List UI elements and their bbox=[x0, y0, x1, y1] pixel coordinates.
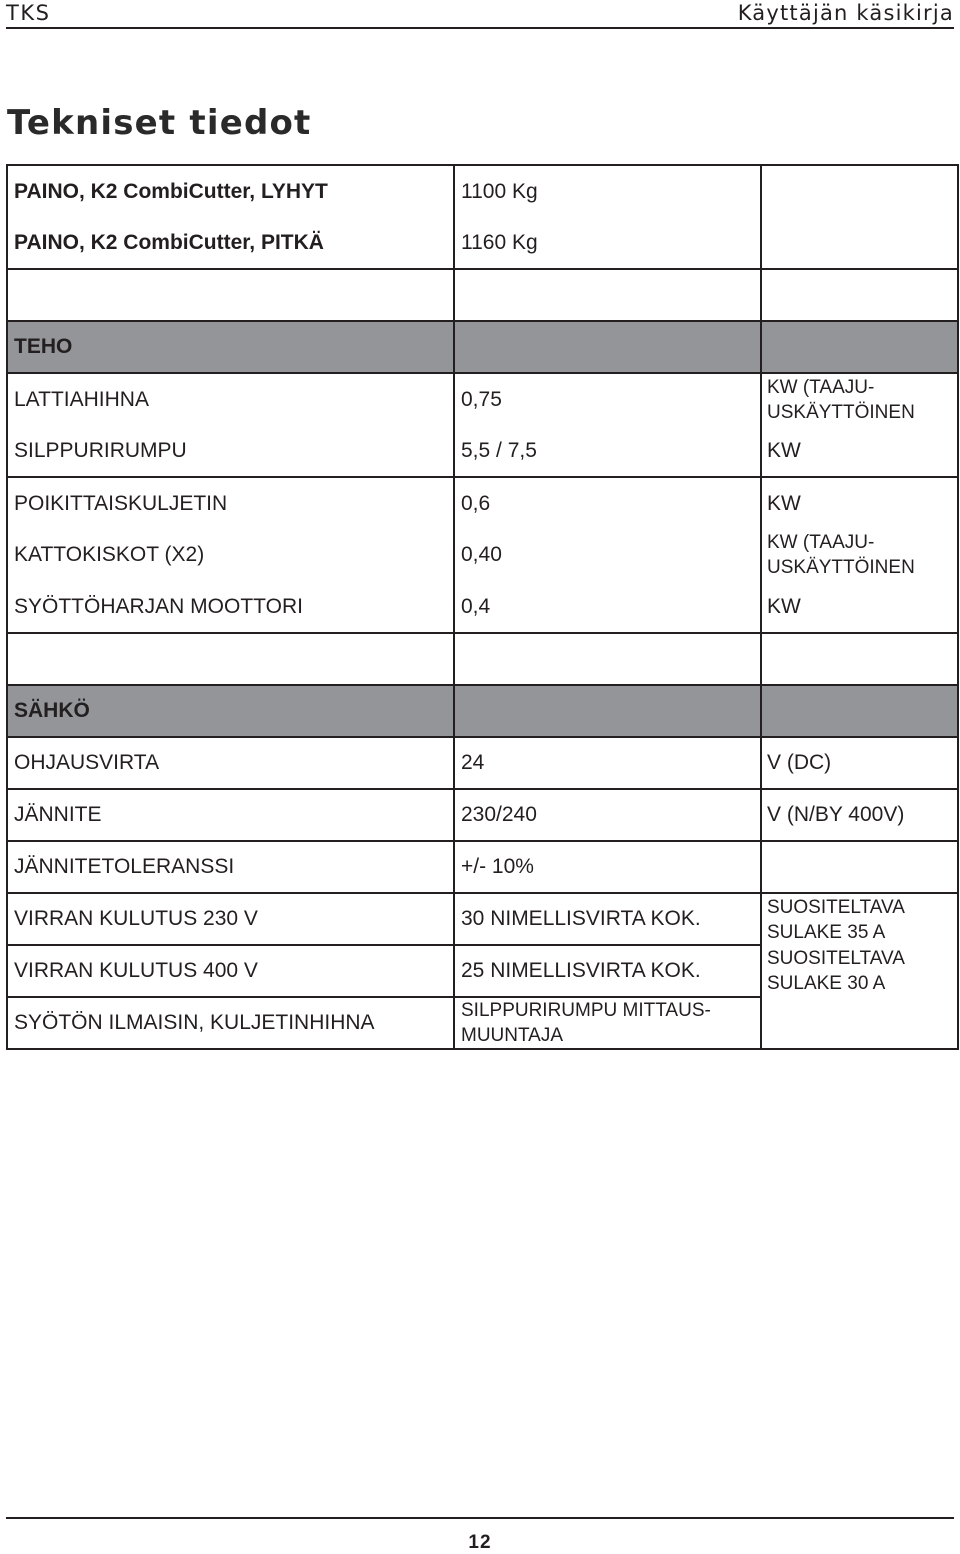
footer-divider bbox=[6, 1517, 954, 1519]
spec-label: POIKITTAISKULJETIN bbox=[7, 477, 454, 529]
spec-value: SILPPURIRUMPU MITTAUS- MUUNTAJA bbox=[454, 997, 761, 1049]
spec-unit bbox=[761, 841, 958, 893]
spec-value: 25 NIMELLISVIRTA KOK. bbox=[454, 945, 761, 997]
spacer-row bbox=[7, 633, 958, 685]
table-row bbox=[7, 217, 958, 269]
spec-table bbox=[6, 164, 959, 1050]
spec-label: SYÖTTÖHARJAN MOOTTORI bbox=[7, 581, 454, 633]
spec-value: 30 NIMELLISVIRTA KOK. bbox=[454, 893, 761, 945]
weight-short-unit bbox=[761, 165, 958, 217]
spec-value: 0,4 bbox=[454, 581, 761, 633]
section-header-row bbox=[7, 685, 958, 737]
weight-short-label: PAINO, K2 CombiCutter, LYHYT bbox=[7, 165, 454, 217]
spec-unit: SUOSITELTAVA SULAKE 30 A bbox=[761, 945, 958, 997]
weight-long-value: 1160 Kg bbox=[454, 217, 761, 269]
table-row bbox=[7, 425, 958, 477]
spec-unit: V (N/BY 400V) bbox=[761, 789, 958, 841]
weight-long-unit bbox=[761, 217, 958, 269]
table-row bbox=[7, 529, 958, 581]
section-heading-power: TEHO bbox=[7, 321, 454, 373]
spec-unit: V (DC) bbox=[761, 737, 958, 789]
table-row bbox=[7, 373, 958, 425]
spec-label: OHJAUSVIRTA bbox=[7, 737, 454, 789]
spacer-row bbox=[7, 269, 958, 321]
table-row bbox=[7, 477, 958, 529]
table-row bbox=[7, 737, 958, 789]
spec-value: 0,40 bbox=[454, 529, 761, 581]
table-row bbox=[7, 581, 958, 633]
spec-value: 0,75 bbox=[454, 373, 761, 425]
section-header-row bbox=[7, 321, 958, 373]
spec-value: 0,6 bbox=[454, 477, 761, 529]
spec-value: 5,5 / 7,5 bbox=[454, 425, 761, 477]
table-row bbox=[7, 945, 958, 997]
table-row bbox=[7, 893, 958, 945]
spec-value: +/- 10% bbox=[454, 841, 761, 893]
manual-title: Käyttäjän käsikirja bbox=[737, 1, 954, 25]
table-row bbox=[7, 165, 958, 217]
spec-label: VIRRAN KULUTUS 400 V bbox=[7, 945, 454, 997]
table-row bbox=[7, 997, 958, 1049]
spec-label: LATTIAHIHNA bbox=[7, 373, 454, 425]
spec-unit: KW bbox=[761, 581, 958, 633]
spec-value: 230/240 bbox=[454, 789, 761, 841]
spec-unit: KW bbox=[761, 425, 958, 477]
spec-unit bbox=[761, 997, 958, 1049]
spec-unit: KW (TAAJU- USKÄYTTÖINEN bbox=[761, 529, 958, 581]
spec-value: 24 bbox=[454, 737, 761, 789]
spec-label: SILPPURIRUMPU bbox=[7, 425, 454, 477]
section-heading-electric: SÄHKÖ bbox=[7, 685, 454, 737]
weight-long-label: PAINO, K2 CombiCutter, PITKÄ bbox=[7, 217, 454, 269]
spec-label: SYÖTÖN ILMAISIN, KULJETINHIHNA bbox=[7, 997, 454, 1049]
weight-short-value: 1100 Kg bbox=[454, 165, 761, 217]
brand-name: TKS bbox=[6, 1, 51, 25]
spec-label: JÄNNITE bbox=[7, 789, 454, 841]
spec-label: JÄNNITETOLERANSSI bbox=[7, 841, 454, 893]
spec-label: KATTOKISKOT (X2) bbox=[7, 529, 454, 581]
page-title: Tekniset tiedot bbox=[7, 103, 312, 143]
spec-unit: KW (TAAJU- USKÄYTTÖINEN bbox=[761, 373, 958, 425]
spec-unit: SUOSITELTAVA SULAKE 35 A bbox=[761, 893, 958, 945]
spec-label: VIRRAN KULUTUS 230 V bbox=[7, 893, 454, 945]
table-row bbox=[7, 789, 958, 841]
page-header bbox=[6, 0, 954, 29]
page-number: 12 bbox=[468, 1532, 492, 1553]
spec-unit: KW bbox=[761, 477, 958, 529]
table-row bbox=[7, 841, 958, 893]
